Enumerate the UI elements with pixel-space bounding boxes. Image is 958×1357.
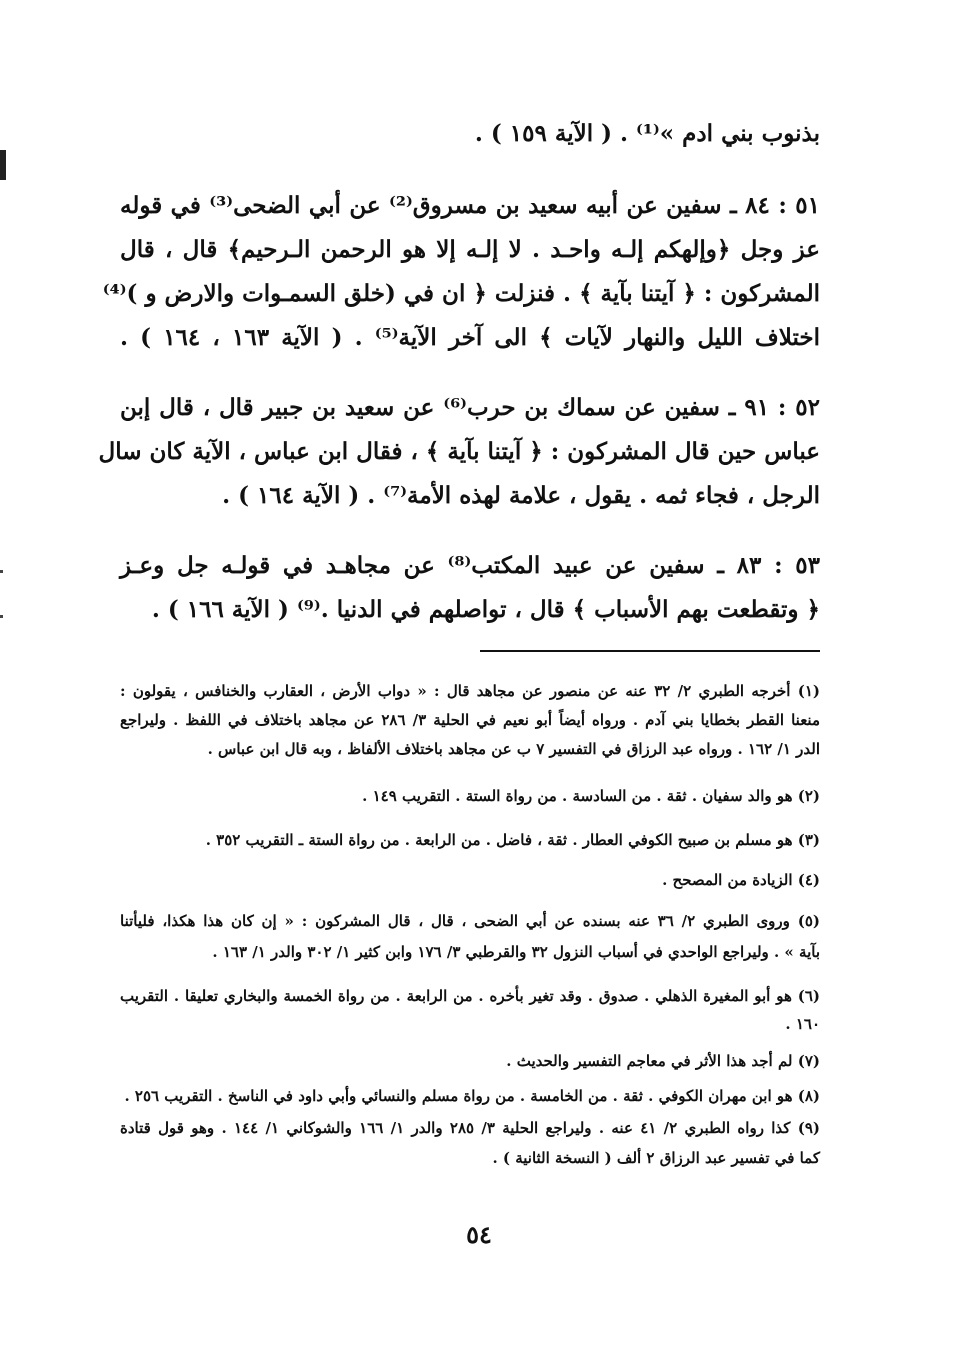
- continuation-line: بذنوب بني ادم »⁽¹⁾ . ( الآية ١٥٩ ) .: [474, 120, 820, 147]
- entry-51-line: المشركون : ﴿ آيتنا بآية ﴾ . فنزلت ﴿ ان في (خلق السمـوات والارض و )⁽⁴⁾: [102, 280, 820, 307]
- footnote-4: (٤) الزيادة من المصحح .: [662, 871, 820, 889]
- footnote-5-line: بآية » . وليراجع الواحدي في أسباب النزول ٣٢ والقرطبي ٣/ ١٧٦ وابن كثير ١/ ٣٠٢ والدر ١/ ١٦٣ .: [212, 943, 820, 961]
- scan-edge-dot: [0, 570, 3, 573]
- footnote-9-line: (٩) كذا رواه الطبري ٢/ ٤١ عنه . وليراجع الحلية ٣/ ٢٨٥ والدر ١/ ١٦٦ والشوكاني ١/ ١٤٤ . وهو قول قتادة: [120, 1119, 821, 1137]
- entry-52-line: ٥٢ : ٩١ ـ سفين عن سماك بن حرب⁽⁶⁾ عن سعيد بن جبير قال ، قال إبن: [120, 394, 820, 421]
- footnote-3: (٣) هو مسلم بن صبيح الكوفي العطار . ثقة ، فاضل . من الرابعة . من رواة الستة ـ التقريب ٣٥٢ .: [205, 831, 820, 849]
- page-number: ٥٤: [466, 1220, 492, 1249]
- scan-edge-mark: [0, 150, 6, 180]
- entry-51-line: اختلاف الليل والنهار لآيات ﴾ الى آخر الآية⁽⁵⁾ . ( الآية ١٦٣ ، ١٦٤ ) .: [120, 324, 820, 351]
- footnote-separator: [480, 650, 820, 652]
- entry-51-line: ٥١ : ٨٤ ـ سفين عن أبيه سعيد بن مسروق⁽²⁾ عن أبي الضحى⁽³⁾ في قوله: [120, 192, 821, 219]
- footnote-9-line: كما في تفسير عبد الرزاق ٢ ألف ( النسخة الثانية ) .: [492, 1149, 820, 1167]
- scan-edge-dot: [0, 615, 3, 618]
- entry-52-line: الرجل ، فجاء ثمه . يقول ، علامة لهذه الأمة⁽⁷⁾ . ( الآية ١٦٤ ) .: [222, 482, 820, 509]
- footnote-7: (٧) لم أجد هذا الأثر في معاجم التفسير والحديث .: [506, 1052, 820, 1070]
- entry-53-line: ٥٣ : ٨٣ ـ سفين عن عبيد المكتب⁽⁸⁾ عن مجاهـد في قولـه جل وعـز: [120, 552, 820, 579]
- footnote-5-line: (٥) وروى الطبري ٢/ ٣٦ عنه بسنده عن أبي الضحى ، قال ، قال المشركون : « إن كان هذا هكذا، فليأتنا: [120, 912, 821, 930]
- entry-51-line: عز وجل ﴿وإلهكم إلـه واحـد . لا إلـه إلا هو الرحمن الـرحيم﴾ قال ، قال: [120, 236, 820, 263]
- entry-53-line: ﴿ وتقطعت بهم الأسباب ﴾ قال ، تواصلهم في الدنيا .⁽⁹⁾ ( الآية ١٦٦ ) .: [151, 596, 820, 623]
- footnote-8: (٨) هو ابن مهران الكوفي . ثقة . من الخامسة . من رواة مسلم والنسائي وأبي داود في الناسخ . التقريب ٢٥٦ .: [124, 1087, 820, 1105]
- entry-52-line: عباس حين قال المشركون : ﴿ آيتنا بآية ﴾ ، فقال ابن عباس ، الآية كان سال: [98, 438, 820, 465]
- footnote-1-line: (١) أخرجه الطبري ٢/ ٣٢ عنه عن منصور عن مجاهد قال : « دواب الأرض ، العقارب والخنافس ، يقولون :: [120, 682, 820, 700]
- footnote-6-line: ١٦٠ .: [785, 1015, 820, 1033]
- footnote-2: (٢) هو والد سفيان . ثقة . من السادسة . من رواة الستة . التقريب ١٤٩ .: [362, 787, 820, 805]
- footnote-1-line: الدر ١/ ١٦٢ . ورواه عبد الرزاق في التفسير ٧ ب عن مجاهد باختلاف الألفاظ ، وبه قال ابن عباس .: [207, 740, 820, 758]
- footnote-6-line: (٦) هو أبو المغيرة الذهلي . صدوق . وقد تغير بأخره . من الرابعة . من رواة الخمسة والبخاري تعليقا . التقريب: [120, 987, 820, 1005]
- footnote-1-line: منعنا القطر بخطايا بني آدم . ورواه أيضاً أبو نعيم في الحلية ٣/ ٢٨٦ عن مجاهد باختلاف في اللفظ . وليراجع: [120, 711, 820, 729]
